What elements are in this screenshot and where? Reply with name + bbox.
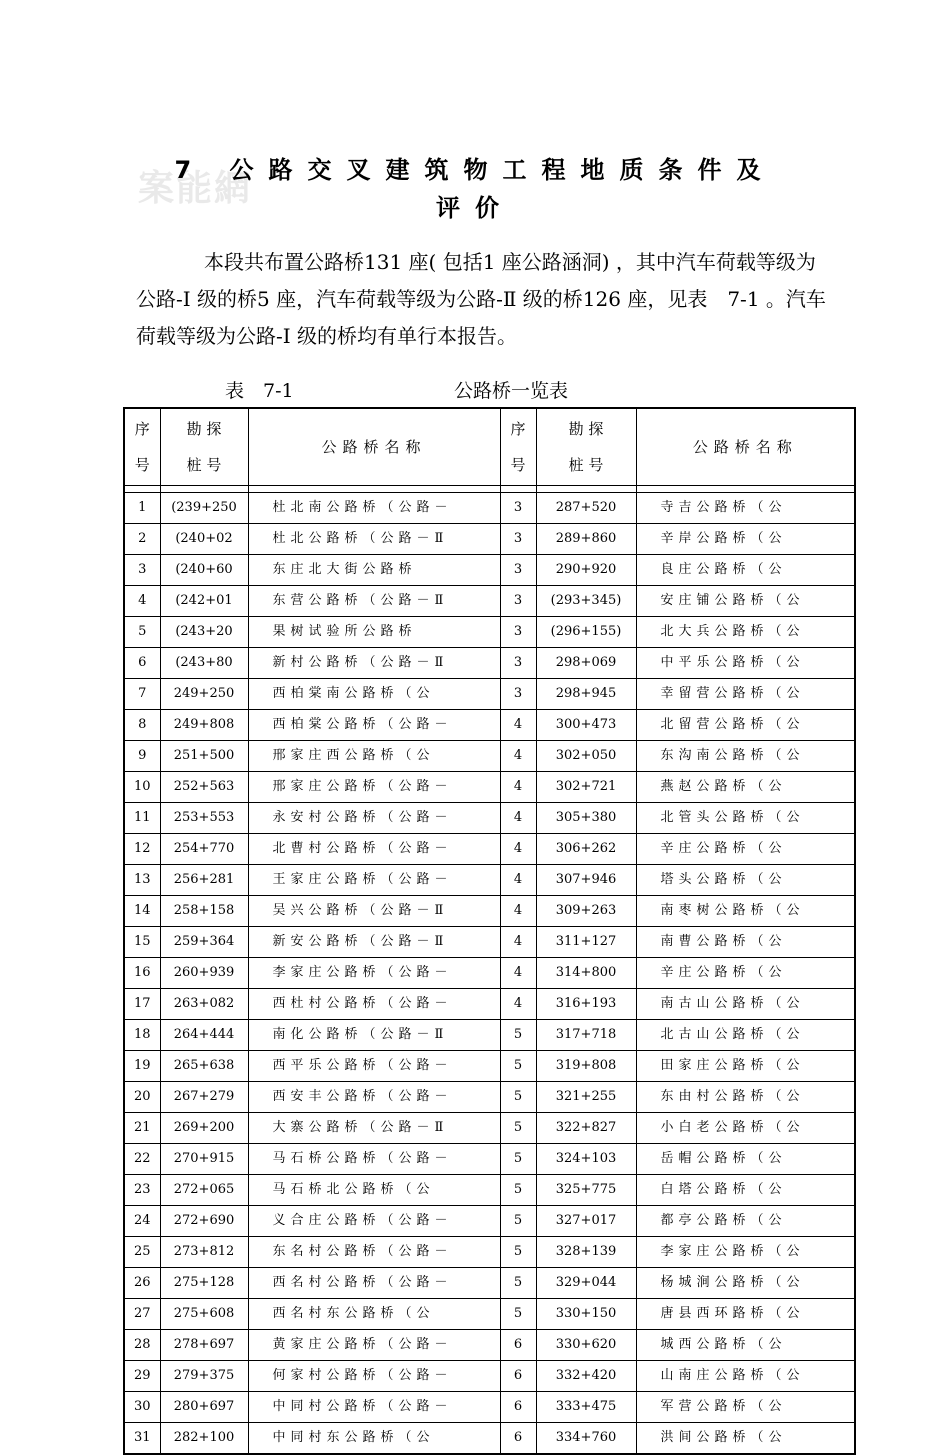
row-name-right: 北大兵公路桥（公 <box>636 617 855 648</box>
row-pile: 275+128 <box>160 1268 248 1299</box>
table-row <box>124 834 855 865</box>
row-seq: 31 <box>124 1423 160 1455</box>
row-name-right: 山南庄公路桥（公 <box>636 1361 855 1392</box>
table-row <box>124 1268 855 1299</box>
row-name-right: 都亭公路桥（公 <box>636 1206 855 1237</box>
row-pile: 270+915 <box>160 1144 248 1175</box>
row-name: 西柏棠公路桥（公路－ <box>248 710 500 741</box>
header-seq <box>124 408 160 486</box>
row-name-right: 军营公路桥（公 <box>636 1392 855 1423</box>
row-seq: 26 <box>124 1268 160 1299</box>
row-seq-right: 4 <box>500 896 536 927</box>
row-name-right: 南曹公路桥（公 <box>636 927 855 958</box>
row-seq: 15 <box>124 927 160 958</box>
row-name-right: 辛庄公路桥（公 <box>636 958 855 989</box>
row-pile: (240+02 <box>160 524 248 555</box>
row-seq-right: 6 <box>500 1392 536 1423</box>
row-name-right: 辛岸公路桥（公 <box>636 524 855 555</box>
row-name-right: 杨城涧公路桥（公 <box>636 1268 855 1299</box>
row-name: 果树试验所公路桥 <box>248 617 500 648</box>
row-pile-right: 322+827 <box>536 1113 636 1144</box>
table-row <box>124 710 855 741</box>
row-seq-right: 3 <box>500 524 536 555</box>
row-pile-right: 289+860 <box>536 524 636 555</box>
row-name: 东名村公路桥（公路－ <box>248 1237 500 1268</box>
row-seq: 30 <box>124 1392 160 1423</box>
table-row <box>124 803 855 834</box>
row-pile-right: 321+255 <box>536 1082 636 1113</box>
row-name: 中同村东公路桥（公 <box>248 1423 500 1455</box>
row-pile: 259+364 <box>160 927 248 958</box>
row-name-right: 良庄公路桥（公 <box>636 555 855 586</box>
row-name-right: 岳帽公路桥（公 <box>636 1144 855 1175</box>
table-row <box>124 1020 855 1051</box>
row-seq: 9 <box>124 741 160 772</box>
row-name: 义合庄公路桥（公路－ <box>248 1206 500 1237</box>
row-pile-right: 302+050 <box>536 741 636 772</box>
row-name: 大寨公路桥（公路－Ⅱ <box>248 1113 500 1144</box>
row-seq: 21 <box>124 1113 160 1144</box>
row-name: 吴兴公路桥（公路－Ⅱ <box>248 896 500 927</box>
row-name: 西安丰公路桥（公路－ <box>248 1082 500 1113</box>
row-pile: 269+200 <box>160 1113 248 1144</box>
header-name-right: 公路桥名称 <box>636 408 855 486</box>
header-pile <box>160 408 248 486</box>
row-pile-right: 298+069 <box>536 648 636 679</box>
row-name-right: 小白老公路桥（公 <box>636 1113 855 1144</box>
row-pile: 280+697 <box>160 1392 248 1423</box>
row-seq: 1 <box>124 493 160 524</box>
row-name-right: 唐县西环路桥（公 <box>636 1299 855 1330</box>
row-seq: 14 <box>124 896 160 927</box>
row-pile: 254+770 <box>160 834 248 865</box>
watermark: 案能網 <box>138 168 253 209</box>
row-pile: 264+444 <box>160 1020 248 1051</box>
table-row <box>124 741 855 772</box>
row-name-right: 北留营公路桥（公 <box>636 710 855 741</box>
row-name: 新村公路桥（公路－Ⅱ <box>248 648 500 679</box>
section-heading-line2: 评价 <box>436 194 514 222</box>
row-seq: 29 <box>124 1361 160 1392</box>
row-pile-right: 332+420 <box>536 1361 636 1392</box>
row-pile-right: 324+103 <box>536 1144 636 1175</box>
row-pile-right: 316+193 <box>536 989 636 1020</box>
row-seq: 8 <box>124 710 160 741</box>
table-row <box>124 1051 855 1082</box>
row-name-right: 田家庄公路桥（公 <box>636 1051 855 1082</box>
row-name-right: 塔头公路桥（公 <box>636 865 855 896</box>
row-seq: 18 <box>124 1020 160 1051</box>
row-name-right: 幸留营公路桥（公 <box>636 679 855 710</box>
table-row <box>124 555 855 586</box>
row-pile-right: 317+718 <box>536 1020 636 1051</box>
table-row <box>124 958 855 989</box>
row-seq-right: 5 <box>500 1175 536 1206</box>
row-pile: (243+80 <box>160 648 248 679</box>
row-name: 永安村公路桥（公路－ <box>248 803 500 834</box>
table-row <box>124 524 855 555</box>
row-seq-right: 4 <box>500 803 536 834</box>
row-seq-right: 4 <box>500 834 536 865</box>
row-seq-right: 5 <box>500 1206 536 1237</box>
row-seq: 11 <box>124 803 160 834</box>
row-seq-right: 4 <box>500 741 536 772</box>
header-seq-top-right: 序 <box>510 420 526 438</box>
header-pile-top: 勘 探 <box>186 420 222 438</box>
row-seq: 19 <box>124 1051 160 1082</box>
row-pile-right: 305+380 <box>536 803 636 834</box>
row-name-right: 李家庄公路桥（公 <box>636 1237 855 1268</box>
row-name: 西杜村公路桥（公路－ <box>248 989 500 1020</box>
row-pile: 258+158 <box>160 896 248 927</box>
row-name: 王家庄公路桥（公路－ <box>248 865 500 896</box>
row-pile-right: 314+800 <box>536 958 636 989</box>
row-seq: 12 <box>124 834 160 865</box>
row-pile: 249+250 <box>160 679 248 710</box>
row-seq: 13 <box>124 865 160 896</box>
row-name: 东营公路桥（公路－Ⅱ <box>248 586 500 617</box>
row-name-right: 南古山公路桥（公 <box>636 989 855 1020</box>
row-seq: 27 <box>124 1299 160 1330</box>
row-pile: 253+553 <box>160 803 248 834</box>
table-row <box>124 1330 855 1361</box>
row-seq-right: 5 <box>500 1237 536 1268</box>
row-name-right: 中平乐公路桥（公 <box>636 648 855 679</box>
table-row <box>124 1237 855 1268</box>
row-seq-right: 5 <box>500 1144 536 1175</box>
row-seq-right: 5 <box>500 1113 536 1144</box>
row-seq-right: 3 <box>500 555 536 586</box>
row-seq: 20 <box>124 1082 160 1113</box>
row-pile: 272+065 <box>160 1175 248 1206</box>
table-row <box>124 1206 855 1237</box>
row-pile-right: 330+620 <box>536 1330 636 1361</box>
table-row <box>124 679 855 710</box>
row-pile: (243+20 <box>160 617 248 648</box>
row-seq-right: 5 <box>500 1268 536 1299</box>
row-seq: 28 <box>124 1330 160 1361</box>
row-seq-right: 4 <box>500 989 536 1020</box>
row-name-right: 东沟南公路桥（公 <box>636 741 855 772</box>
header-seq-bottom-right: 号 <box>510 456 526 474</box>
row-name-right: 寺吉公路桥（公 <box>636 493 855 524</box>
row-name: 新安公路桥（公路－Ⅱ <box>248 927 500 958</box>
header-pile-right <box>536 408 636 486</box>
table-row <box>124 648 855 679</box>
row-pile: 251+500 <box>160 741 248 772</box>
row-seq: 24 <box>124 1206 160 1237</box>
row-seq-right: 4 <box>500 927 536 958</box>
row-name: 南化公路桥（公路－Ⅱ <box>248 1020 500 1051</box>
row-pile: 256+281 <box>160 865 248 896</box>
row-pile: 267+279 <box>160 1082 248 1113</box>
row-name-right: 白塔公路桥（公 <box>636 1175 855 1206</box>
header-pile-top-right: 勘 探 <box>568 420 604 438</box>
row-name-right: 北古山公路桥（公 <box>636 1020 855 1051</box>
row-pile-right: 287+520 <box>536 493 636 524</box>
row-pile: 265+638 <box>160 1051 248 1082</box>
row-name: 邢家庄西公路桥（公 <box>248 741 500 772</box>
row-seq: 16 <box>124 958 160 989</box>
row-seq-right: 5 <box>500 1082 536 1113</box>
row-seq: 10 <box>124 772 160 803</box>
table-row <box>124 865 855 896</box>
table-row <box>124 1113 855 1144</box>
table-row <box>124 1392 855 1423</box>
header-spacer-row <box>124 486 855 493</box>
header-pile-bottom-right: 桩 号 <box>568 456 604 474</box>
row-seq-right: 6 <box>500 1423 536 1455</box>
table-row <box>124 1299 855 1330</box>
row-seq-right: 3 <box>500 679 536 710</box>
row-pile-right: (296+155) <box>536 617 636 648</box>
row-pile-right: 327+017 <box>536 1206 636 1237</box>
row-name: 李家庄公路桥（公路－ <box>248 958 500 989</box>
row-pile-right: 329+044 <box>536 1268 636 1299</box>
row-name-right: 安庄铺公路桥（公 <box>636 586 855 617</box>
table-row <box>124 1144 855 1175</box>
row-pile: 275+608 <box>160 1299 248 1330</box>
row-pile-right: 300+473 <box>536 710 636 741</box>
header-pile-bottom: 桩 号 <box>186 456 222 474</box>
table-row <box>124 1082 855 1113</box>
header-seq-top: 序 <box>134 420 150 438</box>
row-seq-right: 4 <box>500 772 536 803</box>
row-seq: 25 <box>124 1237 160 1268</box>
row-seq: 6 <box>124 648 160 679</box>
row-seq: 4 <box>124 586 160 617</box>
row-pile: (242+01 <box>160 586 248 617</box>
row-pile-right: 328+139 <box>536 1237 636 1268</box>
row-pile-right: 311+127 <box>536 927 636 958</box>
row-name: 马石桥公路桥（公路－ <box>248 1144 500 1175</box>
row-pile: (239+250 <box>160 493 248 524</box>
row-pile-right: 290+920 <box>536 555 636 586</box>
header-seq-right <box>500 408 536 486</box>
row-pile: 279+375 <box>160 1361 248 1392</box>
table-row <box>124 927 855 958</box>
row-pile: 273+812 <box>160 1237 248 1268</box>
table-caption-label: 表 7-1 <box>225 380 294 402</box>
row-pile: 278+697 <box>160 1330 248 1361</box>
row-name: 中同村公路桥（公路－ <box>248 1392 500 1423</box>
row-seq-right: 6 <box>500 1361 536 1392</box>
row-name: 黄家庄公路桥（公路－ <box>248 1330 500 1361</box>
row-pile-right: 302+721 <box>536 772 636 803</box>
row-seq: 5 <box>124 617 160 648</box>
row-name-right: 洪间公路桥（公 <box>636 1423 855 1455</box>
row-name: 马石桥北公路桥（公 <box>248 1175 500 1206</box>
row-pile-right: 333+475 <box>536 1392 636 1423</box>
row-pile: 282+100 <box>160 1423 248 1455</box>
row-pile-right: 309+263 <box>536 896 636 927</box>
row-seq-right: 5 <box>500 1299 536 1330</box>
header-seq-bottom: 号 <box>134 456 150 474</box>
table-row <box>124 617 855 648</box>
row-seq-right: 3 <box>500 586 536 617</box>
row-seq-right: 6 <box>500 1330 536 1361</box>
row-name: 杜北公路桥（公路－Ⅱ <box>248 524 500 555</box>
table-row <box>124 493 855 524</box>
row-name: 西名村公路桥（公路－ <box>248 1268 500 1299</box>
row-seq-right: 5 <box>500 1020 536 1051</box>
row-seq: 2 <box>124 524 160 555</box>
section-heading-line1: 7 公路交叉建筑物工程地质条件及 <box>174 156 776 184</box>
row-seq-right: 3 <box>500 617 536 648</box>
intro-paragraph: 本段共布置公路桥131 座( 包括1 座公路涵洞) ，其中汽车荷载等级为公路-Ⅰ 级的桥5 座，汽车荷载等级为公路-Ⅱ 级的桥126 座，见表 7-1 。汽车荷载等级为公路-Ⅰ 级的桥均有单行本报告。 <box>136 250 826 348</box>
row-name: 杜北南公路桥（公路－ <box>248 493 500 524</box>
row-pile: (240+60 <box>160 555 248 586</box>
row-seq: 23 <box>124 1175 160 1206</box>
row-seq-right: 3 <box>500 648 536 679</box>
row-pile: 272+690 <box>160 1206 248 1237</box>
row-pile: 263+082 <box>160 989 248 1020</box>
row-name: 北曹村公路桥（公路－ <box>248 834 500 865</box>
row-name-right: 东由村公路桥（公 <box>636 1082 855 1113</box>
row-pile-right: 307+946 <box>536 865 636 896</box>
row-pile: 260+939 <box>160 958 248 989</box>
row-name-right: 城西公路桥（公 <box>636 1330 855 1361</box>
row-pile-right: 325+775 <box>536 1175 636 1206</box>
table-row <box>124 896 855 927</box>
row-name: 东庄北大街公路桥 <box>248 555 500 586</box>
row-seq-right: 4 <box>500 710 536 741</box>
header-name: 公路桥名称 <box>248 408 500 486</box>
row-seq-right: 3 <box>500 493 536 524</box>
row-name: 西名村东公路桥（公 <box>248 1299 500 1330</box>
table-row <box>124 1361 855 1392</box>
row-seq-right: 4 <box>500 865 536 896</box>
table-row <box>124 586 855 617</box>
row-name: 何家村公路桥（公路－ <box>248 1361 500 1392</box>
row-pile: 249+808 <box>160 710 248 741</box>
table-header-row <box>124 408 855 486</box>
table-caption-title: 公路桥一览表 <box>454 380 569 402</box>
row-seq-right: 4 <box>500 958 536 989</box>
row-seq: 17 <box>124 989 160 1020</box>
row-name: 邢家庄公路桥（公路－ <box>248 772 500 803</box>
table-row <box>124 989 855 1020</box>
row-name: 西平乐公路桥（公路－ <box>248 1051 500 1082</box>
row-pile-right: 298+945 <box>536 679 636 710</box>
row-seq: 7 <box>124 679 160 710</box>
row-name: 西柏棠南公路桥（公 <box>248 679 500 710</box>
row-pile-right: 319+808 <box>536 1051 636 1082</box>
row-name-right: 北管头公路桥（公 <box>636 803 855 834</box>
bridge-table <box>123 407 856 1455</box>
row-pile-right: 306+262 <box>536 834 636 865</box>
row-pile-right: 330+150 <box>536 1299 636 1330</box>
table-row <box>124 772 855 803</box>
table-row <box>124 1423 855 1455</box>
row-seq: 22 <box>124 1144 160 1175</box>
row-pile-right: (293+345) <box>536 586 636 617</box>
row-pile-right: 334+760 <box>536 1423 636 1455</box>
row-seq: 3 <box>124 555 160 586</box>
row-name-right: 南枣树公路桥（公 <box>636 896 855 927</box>
row-name-right: 辛庄公路桥（公 <box>636 834 855 865</box>
row-name-right: 燕赵公路桥（公 <box>636 772 855 803</box>
row-pile: 252+563 <box>160 772 248 803</box>
row-seq-right: 5 <box>500 1051 536 1082</box>
table-row <box>124 1175 855 1206</box>
